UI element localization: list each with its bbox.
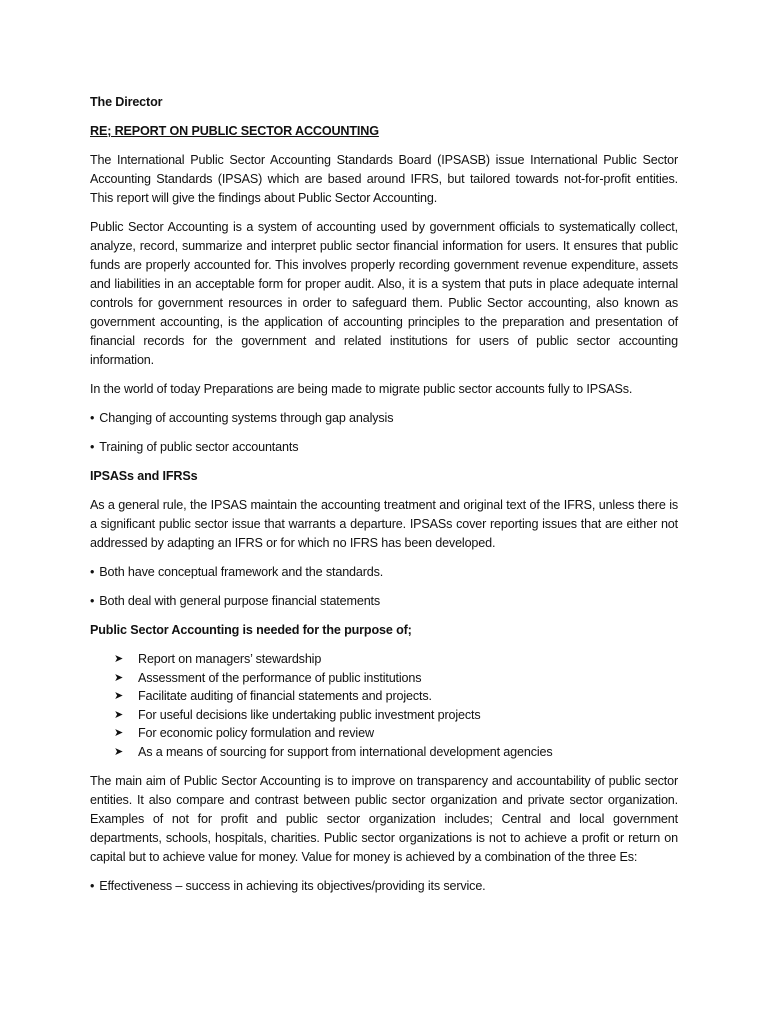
list-item (90, 724, 678, 743)
list-item (90, 706, 678, 725)
definition-paragraph: Public Sector Accounting is a system of accounting used by government officials to systematically collect, analyze, record, summarize and interpret public sector financial information for users. It ensures that public funds are properly accounted for. This involves properly recording government revenue expenditure, assets and liabilities in an acceptable form for proper audit. Also, it is a system that puts in place adequate internal controls for government resources in order to safeguard them. Public Sector accounting, also known as government accounting, is the application of accounting principles to the preparation and presentation of financial records for the government and related institutions for users of public sector accounting information. (90, 220, 678, 367)
document-page (90, 93, 678, 906)
purpose-list (90, 650, 678, 762)
list-item (90, 669, 678, 688)
arrow-bullet-icon: ➤ (114, 653, 124, 665)
arrow-bullet-icon: ➤ (114, 745, 124, 758)
arrow-bullet-icon: ➤ (114, 727, 124, 740)
purpose-item-text: For useful decisions like undertaking public investment projects (138, 707, 481, 722)
arrow-bullet-icon: ➤ (114, 671, 124, 684)
es-bullet: • Effectiveness – success in achieving its objectives/providing its service. (90, 877, 678, 896)
migration-paragraph: In the world of today Preparations are being made to migrate public sector accounts fully to IPSASs. (90, 382, 633, 396)
purpose-item-text: Report on managers’ stewardship (138, 652, 322, 666)
main-aim-paragraph: The main aim of Public Sector Accounting is to improve on transparency and accountability of public sector entities. It also compare and contrast between public sector organization and private sector organization. Examples of not for profit and public sector organization includes; Central and local government departments, schools, hospitals, charities. Public sector organizations is not to achieve a profit or return on capital but to achieve value for money. Value for money is achieved by a combination of the three Es: (90, 773, 678, 864)
purpose-item-text: As a means of sourcing for support from international development agencies (138, 744, 553, 759)
purpose-heading: Public Sector Accounting is needed for the purpose of; (90, 623, 412, 637)
ipsas-rule-paragraph: As a general rule, the IPSAS maintain the accounting treatment and original text of the IFRS, unless there is a significant public sector issue that warrants a departure. IPSASs cover reporting issues that are either not addressed by adapting an IFRS or for which no IFRS has been developed. (90, 498, 678, 550)
arrow-bullet-icon: ➤ (114, 690, 124, 703)
intro-paragraph: The International Public Sector Accounting Standards Board (IPSASB) issue International Public Sector Accounting Standards (IPSAS) which are based around IFRS, but tailored towards not-for-profit entities. This report will give the findings about Public Sector Accounting. (90, 153, 678, 205)
list-item (90, 687, 678, 706)
list-item (90, 650, 678, 669)
subject-line: RE; REPORT ON PUBLIC SECTOR ACCOUNTING (90, 124, 379, 138)
arrow-bullet-icon: ➤ (114, 708, 124, 721)
purpose-item-text: For economic policy formulation and review (138, 726, 374, 741)
ipsas-bullet: • Both have conceptual framework and the standards. (90, 563, 678, 582)
migration-bullet: • Training of public sector accountants (90, 438, 678, 457)
salutation: The Director (90, 95, 163, 109)
migration-bullet: • Changing of accounting systems through gap analysis (90, 409, 678, 428)
list-item (90, 743, 678, 762)
ipsas-heading: IPSASs and IFRSs (90, 469, 198, 483)
purpose-item-text: Assessment of the performance of public institutions (138, 670, 422, 685)
purpose-item-text: Facilitate auditing of financial statements and projects. (138, 689, 432, 704)
ipsas-bullet: • Both deal with general purpose financial statements (90, 592, 678, 611)
